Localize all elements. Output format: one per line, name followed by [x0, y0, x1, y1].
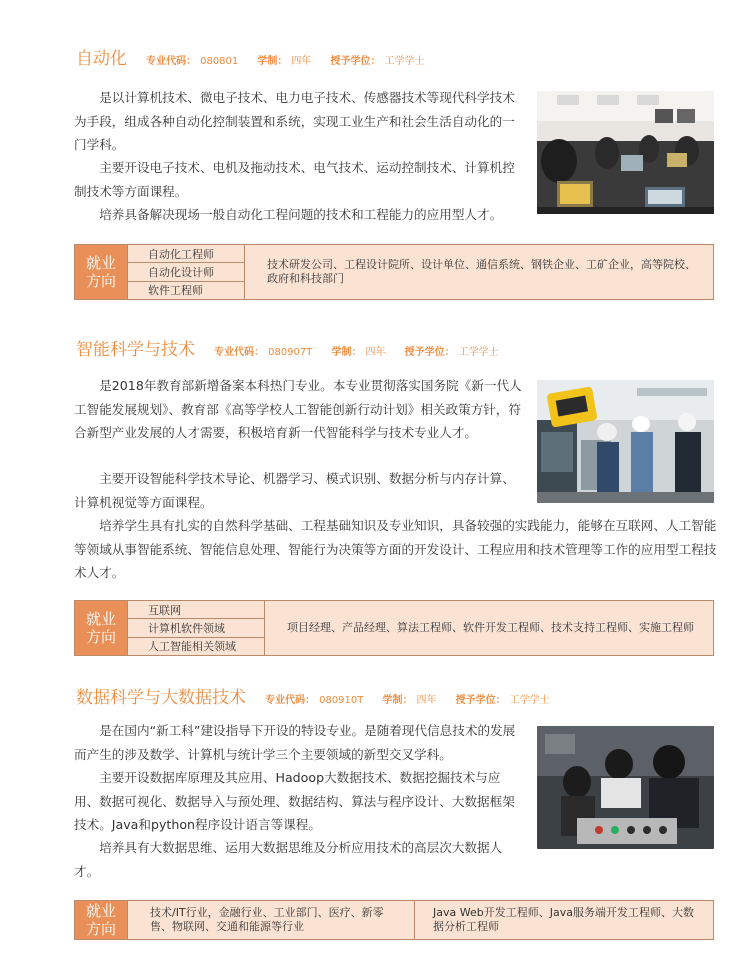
computer-lab-photo: [537, 91, 714, 214]
major-code: 专业代码： 080910T: [265, 695, 364, 706]
section-title: 智能科学与技术: [76, 340, 195, 360]
paragraph: 是2018年教育部新增备案本科热门专业。本专业贯彻落实国务院《新一代人工智能发展规划》、教育部《高等学校人工智能创新行动计划》相关政策方针，符合新型产业发展的人才需要，积极培育新一代智能科学与技术专业人才。: [74, 378, 522, 440]
job-direction-box: [74, 600, 714, 656]
section-header-data-science: [76, 683, 550, 708]
job-direction-box: [74, 244, 714, 300]
job-direction-tag: 就业 方向: [75, 901, 128, 939]
job-title: 自动化工程师: [128, 245, 244, 263]
study-years: 学制： 四年: [331, 347, 386, 358]
section-header-intelligent-science: [76, 335, 499, 360]
paragraph: 培养具备解决现场一般自动化工程问题的技术和工程能力的应用型人才。: [99, 207, 503, 222]
job-direction-tag: 就业 方向: [75, 245, 128, 299]
job-titles-column: [128, 601, 265, 655]
job-description: Java Web开发工程师、Java服务端开发工程师、大数据分析工程师: [433, 906, 694, 933]
job-title: 自动化设计师: [128, 263, 244, 281]
robot-workshop-photo: [537, 380, 714, 503]
job-title: 互联网: [128, 601, 264, 619]
job-titles-column: [128, 245, 245, 299]
degree: 授予学位： 工学学士: [455, 695, 550, 706]
study-years: 学制： 四年: [382, 695, 437, 706]
paragraph: 主要开设数据库原理及其应用、Hadoop大数据技术、数据挖掘技术与应用、数据可视化、数据导入与预处理、数据结构、算法与程序设计、大数据框架技术。Java和python程序设计语言等课程。: [74, 770, 515, 832]
job-title: 计算机软件领域: [128, 619, 264, 637]
section-header-automation: [76, 44, 424, 69]
job-fields: 技术/IT行业，金融行业、工业部门、医疗、新零售、物联网、交通和能源等行业: [128, 901, 415, 939]
major-code: 专业代码： 080907T: [214, 347, 313, 358]
study-years: 学制： 四年: [257, 56, 312, 67]
degree: 授予学位： 工学学士: [404, 347, 499, 358]
job-direction-box: [74, 900, 714, 940]
job-description: 技术研发公司、工程设计院所、设计单位、通信系统、钢铁企业、工矿企业，高等院校、政府和科技部门: [267, 258, 696, 285]
paragraph: 主要开设电子技术、电机及拖动技术、电气技术、运动控制技术、计算机控制技术等方面课程。: [74, 160, 515, 199]
paragraph: 是以计算机技术、微电子技术、电力电子技术、传感器技术等现代科学技术为手段，组成各种自动化控制装置和系统，实现工业生产和社会生活自动化的一门学科。: [74, 90, 515, 152]
major-code: 专业代码： 080801: [146, 56, 239, 67]
paragraph: 培养学生具有扎实的自然科学基础、工程基础知识及专业知识，具备较强的实践能力，能够在互联网、人工智能等领域从事智能系统、智能信息处理、智能行为决策等方面的开发设计、工程应用和技术管理等工作的应用型工程技术人才。: [74, 518, 717, 580]
students-lab-photo: [537, 726, 714, 849]
job-description: 项目经理、产品经理、算法工程师、软件开发工程师、技术支持工程师、实施工程师: [287, 621, 694, 634]
paragraph: 是在国内“新工科”建设指导下开设的特设专业。是随着现代信息技术的发展而产生的涉及数学、计算机与统计学三个主要领域的新型交叉学科。: [74, 723, 516, 762]
paragraph: 主要开设智能科学技术导论、机器学习、模式识别、数据分析与内存计算、计算机视觉等方面课程。: [74, 471, 515, 510]
section-title: 数据科学与大数据技术: [76, 688, 246, 708]
paragraph: 培养具有大数据思维、运用大数据思维及分析应用技术的高层次大数据人才。: [74, 840, 503, 879]
job-direction-tag: 就业 方向: [75, 601, 128, 655]
degree: 授予学位： 工学学士: [330, 56, 425, 67]
section-title: 自动化: [76, 49, 127, 69]
job-title: 软件工程师: [148, 284, 203, 298]
job-title: 人工智能相关领域: [148, 640, 236, 654]
